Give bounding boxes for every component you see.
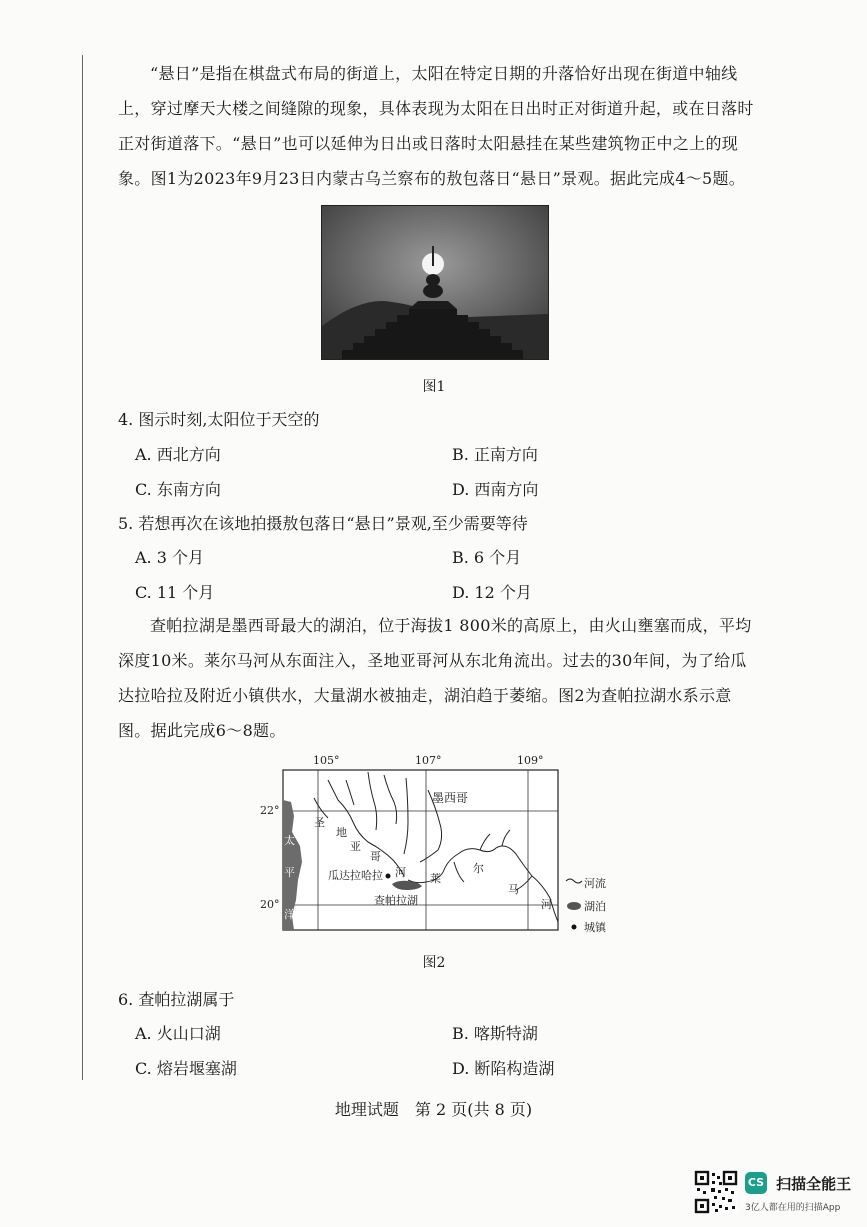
map-river-lerma-label: 莱 <box>430 872 441 885</box>
map-river-lerma-label: 河 <box>541 898 552 911</box>
map-river-santiago-label: 哥 <box>370 850 381 863</box>
figure2-caption: 图2 <box>422 955 446 971</box>
scanner-app-name: 扫描全能王 <box>776 1174 852 1193</box>
map-legend <box>566 876 607 934</box>
question-4-option-c: C. 东南方向 <box>135 480 221 499</box>
question-5-option-c: C. 11 个月 <box>135 583 215 602</box>
map-lat-label: 22° <box>260 804 280 817</box>
question-6-stem: 6. 查帕拉湖属于 <box>118 990 235 1009</box>
figure1-caption: 图1 <box>422 379 446 395</box>
map-river-lerma-label: 尔 <box>473 862 484 875</box>
map-river-santiago-label: 圣 <box>314 816 325 829</box>
page-footer: 地理试题 第 2 页(共 8 页) <box>334 1100 533 1119</box>
map-river-santiago-label: 亚 <box>350 840 361 853</box>
legend-river-label: 河流 <box>584 877 606 890</box>
map-ocean-label: 洋 <box>284 908 295 921</box>
figure1-photo <box>321 205 549 360</box>
question-4-option-d: D. 西南方向 <box>452 480 539 499</box>
legend-town-label: 城镇 <box>584 921 606 934</box>
map-river-lerma-label: 马 <box>508 883 519 896</box>
map-lon-label: 107° <box>415 754 442 767</box>
map-lake-label: 查帕拉湖 <box>374 894 418 907</box>
question-4-option-a: A. 西北方向 <box>135 445 221 464</box>
passage-suspended-sun: “悬日”是指在棋盘式布局的街道上，太阳在特定日期的升落恰好出现在街道中轴线上，穿过摩天大楼之间缝隙的现象，具体表现为太阳在日出时正对街道升起，或在日落时正对街道落下。“悬日”也可以延伸为日出或日落时太阳悬挂在某些建筑物正中之上的现象。图1为2023年9月23日内蒙古乌兰察布的敖包落日“悬日”景观。据此完成4～5题。 <box>118 64 754 188</box>
map-lon-label: 105° <box>313 754 340 767</box>
scanner-watermark <box>745 1172 851 1194</box>
qr-code-icon <box>694 1170 738 1214</box>
question-4-stem: 4. 图示时刻,太阳位于天空的 <box>118 410 320 429</box>
scanner-logo-icon: CS <box>745 1172 767 1194</box>
map-city-label: 瓜达拉哈拉 <box>328 869 383 882</box>
question-6-option-b: B. 喀斯特湖 <box>452 1024 538 1043</box>
margin-line <box>82 55 83 1080</box>
question-5-option-d: D. 12 个月 <box>452 583 532 602</box>
figure2-map <box>258 750 618 940</box>
map-ocean-label: 平 <box>284 866 295 879</box>
map-lon-label: 109° <box>517 754 544 767</box>
map-ocean-label: 太 <box>284 834 295 847</box>
map-country-label: 墨西哥 <box>432 791 469 805</box>
scanner-tagline: 3亿人都在用的扫描App <box>745 1203 841 1213</box>
legend-lake-label: 湖泊 <box>584 900 606 913</box>
question-5-option-b: B. 6 个月 <box>452 548 522 567</box>
map-river-santiago-label: 地 <box>336 826 347 839</box>
map-lat-label: 20° <box>260 898 280 911</box>
question-6-option-c: C. 熔岩堰塞湖 <box>135 1059 237 1078</box>
question-5-stem: 5. 若想再次在该地拍摄敖包落日“悬日”景观,至少需要等待 <box>118 514 528 533</box>
question-6-option-d: D. 断陷构造湖 <box>452 1059 555 1078</box>
passage-lake-chapala: 查帕拉湖是墨西哥最大的湖泊，位于海拔1 800米的高原上，由火山壅塞而成，平均深度10米。莱尔马河从东面注入，圣地亚哥河从东北角流出。过去的30年间，为了给瓜达拉哈拉及附近小镇供水，大量湖水被抽走，湖泊趋于萎缩。图2为查帕拉湖水系示意图。据此完成6～8题。 <box>118 616 752 740</box>
question-6-option-a: A. 火山口湖 <box>135 1024 221 1043</box>
question-5-option-a: A. 3 个月 <box>135 548 204 567</box>
map-river-santiago-label: 河 <box>395 866 406 879</box>
question-4-option-b: B. 正南方向 <box>452 445 538 464</box>
